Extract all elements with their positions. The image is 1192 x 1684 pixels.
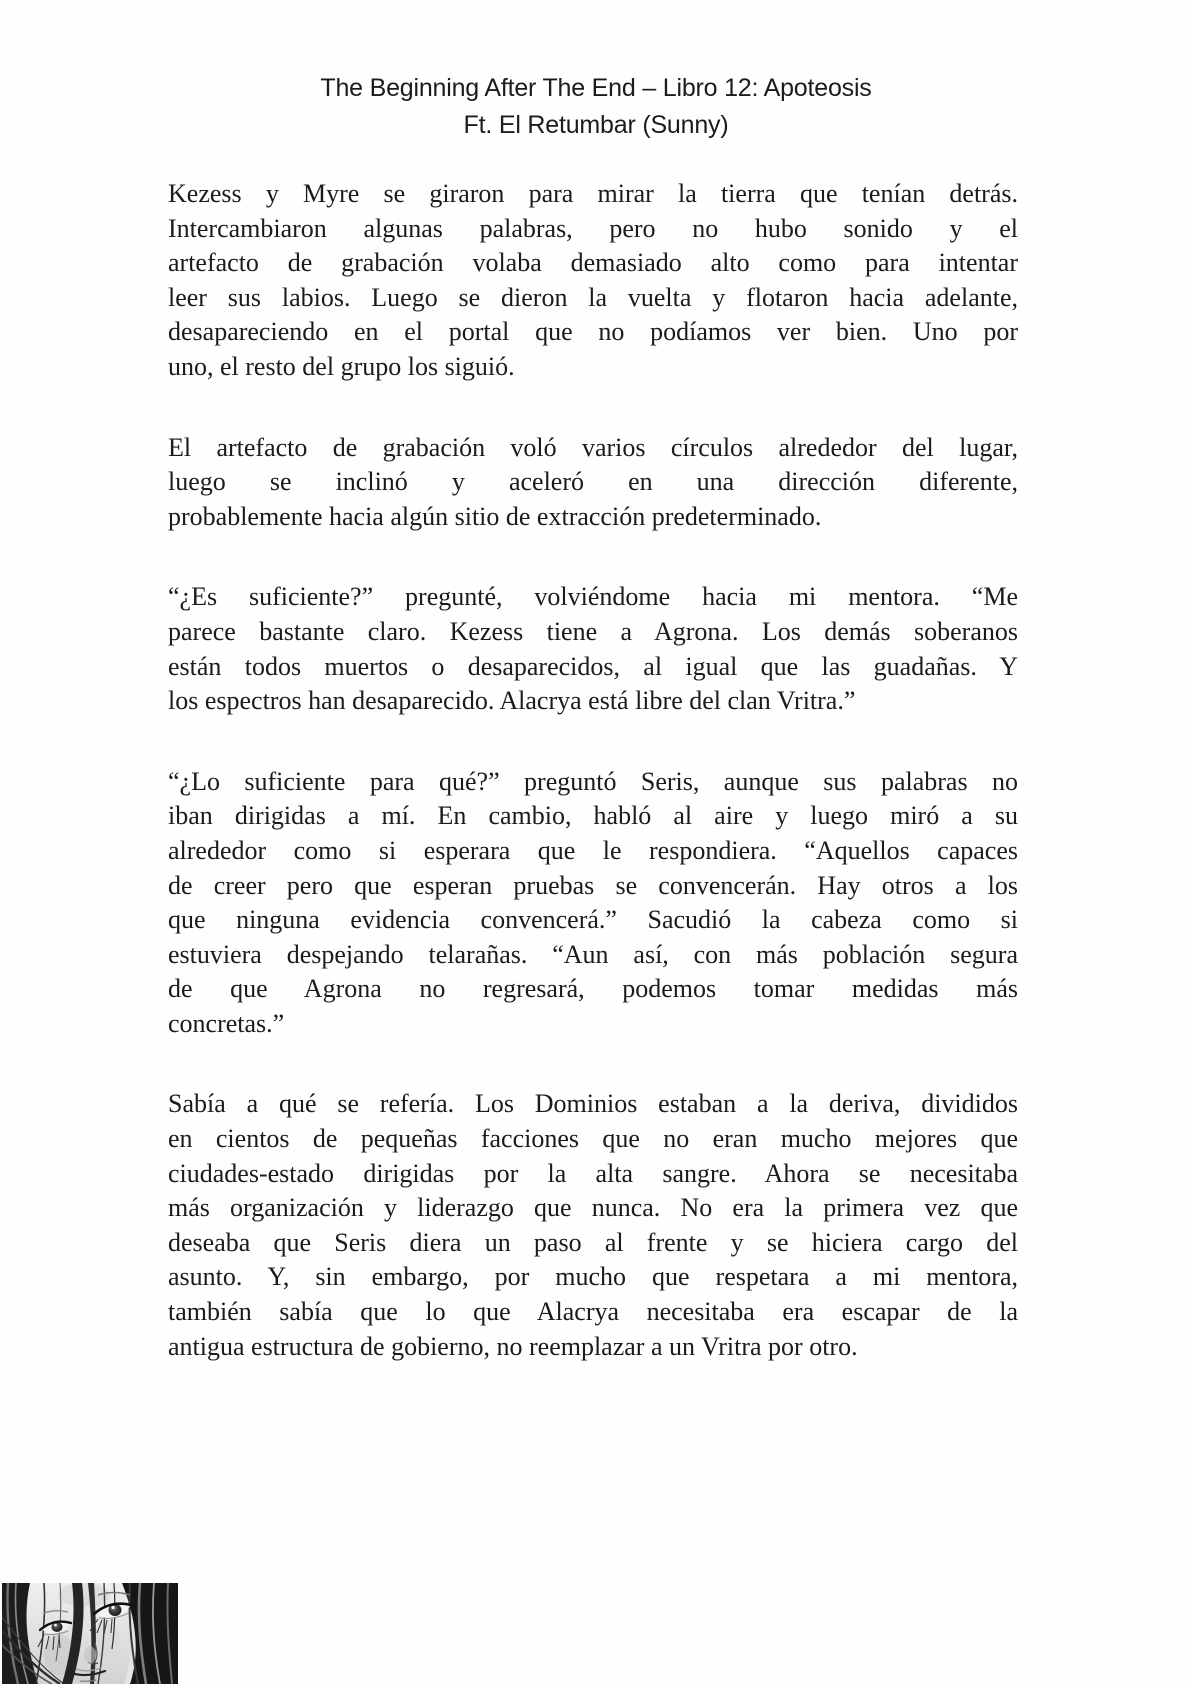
- text-line: estuviera despejando telarañas. “Aun así, con más población segura: [168, 939, 1018, 969]
- text-line: El artefacto de grabación voló varios círculos alrededor del lugar,: [168, 432, 1018, 462]
- text-line: también sabía que lo que Alacrya necesitaba era escapar de la: [168, 1297, 1018, 1327]
- text-line: ciudades-estado dirigidas por la alta sangre. Ahora se necesitaba: [168, 1158, 1018, 1188]
- text-line: artefacto de grabación volaba demasiado alto como para intentar: [168, 248, 1018, 278]
- text-line: de que Agrona no regresará, podemos tomar medidas más: [168, 974, 1018, 1004]
- text-line: los espectros han desaparecido. Alacrya está libre del clan Vritra.”: [168, 686, 856, 716]
- paragraph: [168, 765, 1018, 1042]
- text-line: “¿Es suficiente?” pregunté, volviéndome hacia mi mentora. “Me: [168, 582, 1018, 612]
- text-line: de creer pero que esperan pruebas se convencerán. Hay otros a los: [168, 870, 1018, 900]
- paragraph: [168, 1087, 1018, 1364]
- text-line: concretas.”: [168, 1008, 285, 1038]
- text-line: antigua estructura de gobierno, no reemplazar a un Vritra por otro.: [168, 1331, 858, 1361]
- text-line: “¿Lo suficiente para qué?” preguntó Seris, aunque sus palabras no: [168, 766, 1018, 796]
- page-title: [0, 70, 1192, 143]
- text-line: Intercambiaron algunas palabras, pero no hubo sonido y el: [168, 213, 1018, 243]
- text-line: parece bastante claro. Kezess tiene a Agrona. Los demás soberanos: [168, 616, 1018, 646]
- text-line: alrededor como si esperara que le respondiera. “Aquellos capaces: [168, 835, 1018, 865]
- text-line: luego se inclinó y aceleró en una dirección diferente,: [168, 467, 1018, 497]
- body-text: [168, 177, 1018, 1364]
- text-line: Sabía a qué se refería. Los Dominios estaban a la deriva, divididos: [168, 1089, 1018, 1119]
- page-title-line-2: Ft. El Retumbar (Sunny): [463, 110, 729, 139]
- text-line: deseaba que Seris diera un paso al frente y se hiciera cargo del: [168, 1227, 1018, 1257]
- page-title-line-1: The Beginning After The End – Libro 12: Apoteosis: [320, 74, 872, 102]
- paragraph: [168, 580, 1018, 718]
- text-line: probablemente hacia algún sitio de extracción predeterminado.: [168, 501, 822, 531]
- text-line: Kezess y Myre se giraron para mirar la tierra que tenían detrás.: [168, 179, 1018, 208]
- paragraph: [168, 177, 1018, 385]
- text-line: uno, el resto del grupo los siguió.: [168, 351, 515, 381]
- text-line: están todos muertos o desaparecidos, al igual que las guadañas. Y: [168, 651, 1018, 681]
- text-line: en cientos de pequeñas facciones que no eran mucho mejores que: [168, 1124, 1018, 1154]
- paragraph: [168, 431, 1018, 535]
- text-line: más organización y liderazgo que nunca. No era la primera vez que: [168, 1193, 1018, 1223]
- manga-face-illustration: [2, 1583, 178, 1684]
- manga-face-image: [2, 1583, 178, 1684]
- text-line: desapareciendo en el portal que no podíamos ver bien. Uno por: [168, 317, 1018, 347]
- text-line: leer sus labios. Luego se dieron la vuelta y flotaron hacia adelante,: [168, 282, 1018, 312]
- text-line: que ninguna evidencia convencerá.” Sacudió la cabeza como si: [168, 905, 1018, 935]
- text-line: iban dirigidas a mí. En cambio, habló al aire y luego miró a su: [168, 801, 1018, 831]
- text-line: asunto. Y, sin embargo, por mucho que respetara a mi mentora,: [168, 1262, 1018, 1292]
